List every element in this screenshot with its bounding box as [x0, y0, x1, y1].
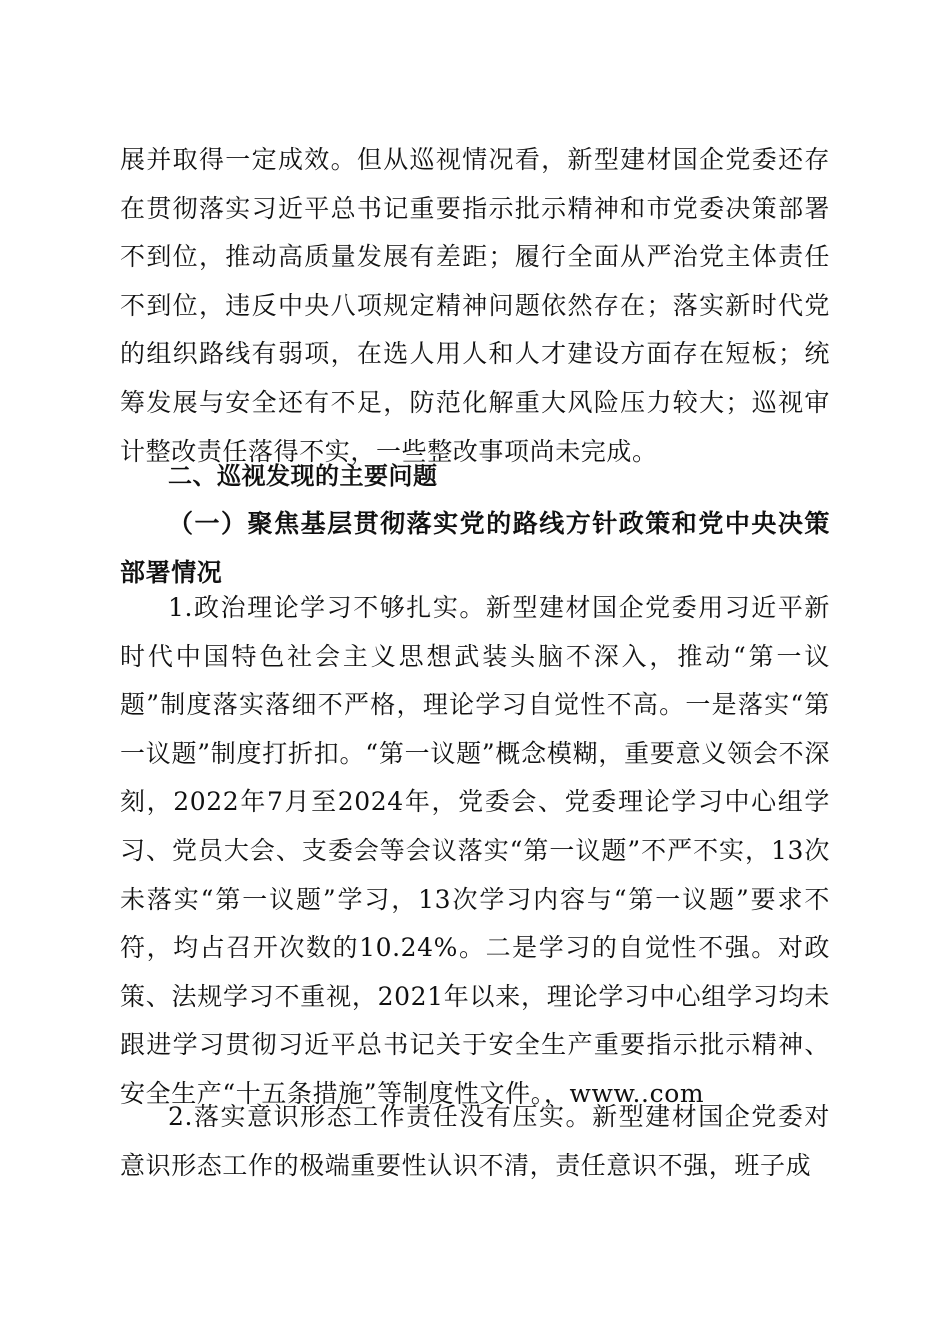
item-1-paragraph: 1.政治理论学习不够扎实。新型建材国企党委用习近平新时代中国特色社会主义思想武装头脑不深入，推动“第一议题”制度落实落细不严格，理论学习自觉性不高。一是落实“第一议题”制度打折扣。“第一议题”概念模糊，重要意义领会不深刻，2022年7月至2024年，党委会、党委理论学习中心组学习、党员大会、支委会等会议落实“第一议题”不严不实，13次未落实“第一议题”学习，13次学习内容与“第一议题”要求不符，均占召开次数的10.24%。二是学习的自觉性不强。对政策、法规学习不重视，2021年以来，理论学习中心组学习均未跟进学习贯彻习近平总书记关于安全生产重要指示批示精神、安全生产“十五条措施”等制度性文件。，www..com [120, 593, 830, 1108]
paragraph-continuation: 展并取得一定成效。但从巡视情况看，新型建材国企党委还存在贯彻落实习近平总书记重要指示批示精神和市党委决策部署不到位，推动高质量发展有差距；履行全面从严治党主体责任不到位，违反中央八项规定精神问题依然存在；落实新时代党的组织路线有弱项，在选人用人和人才建设方面存在短板；统筹发展与安全还有不足，防范化解重大风险压力较大；巡视审计整改责任落得不实，一些整改事项尚未完成。 [120, 145, 830, 466]
item-2-paragraph: 2.落实意识形态工作责任没有压实。新型建材国企党委对意识形态工作的极端重要性认识不清，责任意识不强，班子成 [120, 1102, 830, 1180]
subsection-heading: （一）聚焦基层贯彻落实党的路线方针政策和党中央决策部署情况 [120, 509, 830, 587]
section-heading: 二、巡视发现的主要问题 [168, 462, 438, 490]
